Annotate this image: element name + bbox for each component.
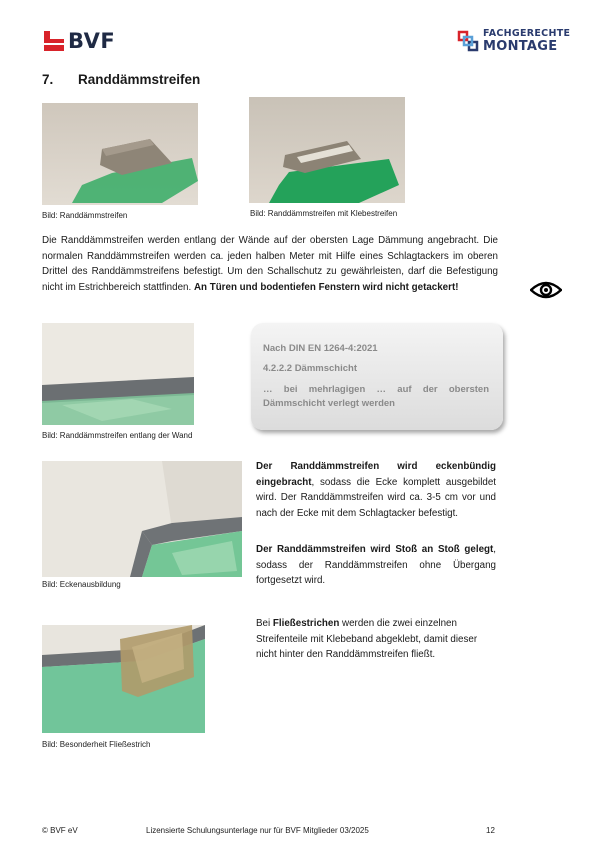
din-callout-box <box>251 323 503 430</box>
footer-copyright: © BVF eV <box>42 826 78 835</box>
bvf-logo-text: BVF <box>68 29 116 53</box>
fachgerechte-montage-mark-icon <box>457 30 479 52</box>
fliess-bold: Fließestrichen <box>272 618 340 629</box>
fliess-paragraph <box>256 616 496 663</box>
photo-besonderheit-fliessestrich <box>42 625 205 733</box>
corner-paragraph-2 <box>256 542 496 589</box>
photo-entlang-der-wand <box>42 323 194 425</box>
intro-bold-note: An Türen und bodentiefen Fenstern wird nicht getackert! <box>193 281 459 293</box>
caption-photo3: Bild: Randdämmstreifen entlang der Wand <box>42 431 193 440</box>
caption-photo1: Bild: Randdämmstreifen <box>42 211 128 220</box>
photo-randdaemmstreifen-klebestreifen <box>249 97 405 203</box>
caption-photo5: Bild: Besonderheit Fließestrich <box>42 740 151 749</box>
bvf-logo-mark-icon <box>44 31 64 51</box>
caption-photo4: Bild: Eckenausbildung <box>42 580 121 589</box>
fm-logo-line1: FACHGERECHTE <box>483 28 571 40</box>
photo-randdaemmstreifen <box>42 103 198 205</box>
footer-page-number: 12 <box>486 826 495 835</box>
corner-p2-bold: Der Randdämmstreifen wird Stoß an Stoß gelegt <box>256 544 494 555</box>
photo-eckenausbildung <box>42 461 242 577</box>
din-line2: 4.2.2.2 Dämmschicht <box>263 363 357 374</box>
fliess-pre: Bei <box>256 618 273 629</box>
intro-paragraph <box>42 233 498 295</box>
corner-p1-rest: , sodass die Ecke komplett ausgebildet wird. Der Randdämmstreifen wird ca. 3-5 cm vor und nach der Ecke mit dem Schlagtacker befestigt. <box>256 476 496 519</box>
caption-photo2: Bild: Randdämmstreifen mit Klebestreifen <box>250 209 398 218</box>
fachgerechte-montage-logo <box>457 27 570 55</box>
eye-icon <box>530 280 562 300</box>
corner-p1-bold: Der Randdämmstreifen wird eckenbündig eingebracht <box>256 461 496 488</box>
footer-license: Lizensierte Schulungsunterlage nur für BVF Mitglieder 03/2025 <box>146 826 369 835</box>
fm-logo-line2: MONTAGE <box>483 38 558 54</box>
corner-p2-rest: , sodass der Randdämmstreifen ohne Übergang fortgesetzt wird. <box>256 544 496 587</box>
din-line3: … bei mehrlagigen … auf der obersten Dämmschicht verlegt werden <box>263 384 489 409</box>
din-line1: Nach DIN EN 1264-4:2021 <box>263 343 378 354</box>
intro-text: Die Randdämmstreifen werden entlang der Wände auf der obersten Lage Dämmung angebracht. Die normalen Randdämmstreifen werden ca. jeden halben Meter mit Hilfe eines Schlagtackers im oberen Drittel des Randdämmstreifens befestigt. Um den Schallschutz zu gewährleisten, darf die Befestigung nicht im Estrichbereich stattfinden. <box>42 235 498 293</box>
bvf-logo <box>44 30 115 52</box>
section-number: 7. <box>42 72 54 87</box>
section-title: Randdämmstreifen <box>78 72 201 87</box>
fliess-rest: werden die zwei einzelnen Streifenteile mit Klebeband abgeklebt, damit dieser nicht hinter den Randdämmstreifen fließt. <box>256 618 478 661</box>
corner-paragraph-1 <box>256 459 496 521</box>
